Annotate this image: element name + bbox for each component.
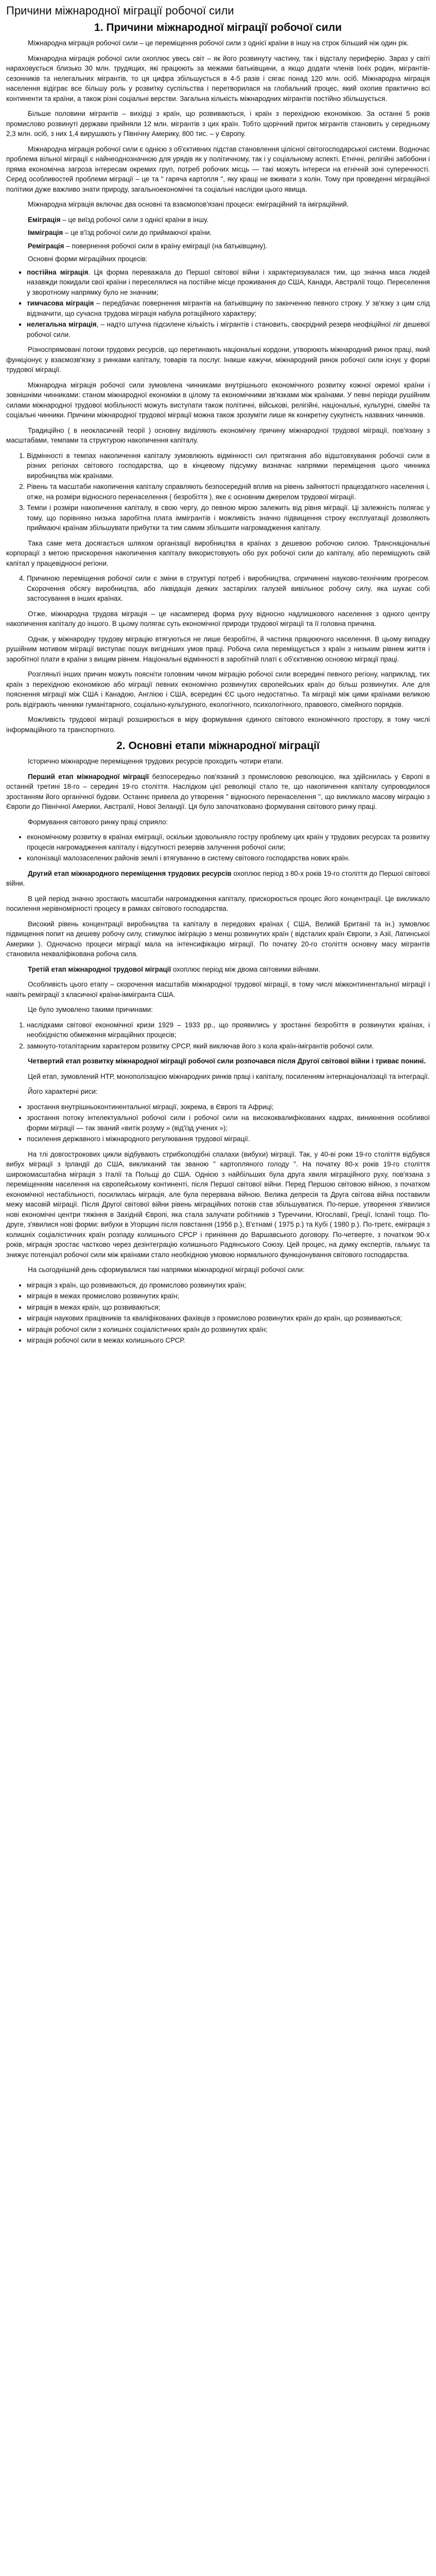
reasons-list <box>6 451 430 533</box>
paragraph: Міжнародна міграція робочої сили охоплює увесь світ – як його розвинуту частину, так і відсталу периферію. Зараз у світі нараховується близько 30 млн. трудящих, які працюють за межами батьківщини, а якщо додати членів їхніх родин, мігрантів-сезонників та нелегальних мігрантів, то ця цифра збільшується в 4-5 разів і сягає понад 120 млн. осіб. Міжнародна міграція населення відіграє все більшу роль у розвитку суспільства і перетворилася на глобальний процес, який охопив практично всі континенти та країни, а також різні соціальні верстви. Загальна кількість міжнародних мігрантів постійно збільшується. <box>6 54 430 103</box>
list-item: ▪ тимчасова міграція – передбачає повернення мігрантів на батьківщину по закінченню певного строку. У зв'язку з цим слід відзначити, що сучасна трудова міграція набула ротаційного характеру; <box>27 298 430 318</box>
list-item: • зростання внутрішньоконтинентальної міграції, зокрема, в Європі та Африці; <box>27 1102 430 1112</box>
paragraph: Четвертий етап розвитку міжнародної міграції робочої сили розпочався після Другої світової війни і триває понині. <box>28 1057 426 1065</box>
list-item: 1. наслідками світової економічної кризи 1929 – 1933 рр., що проявились у зростанні безробіття в розвинутих країнах, і необхідністю обмеження міграційних процесів; <box>27 1020 430 1040</box>
paragraph: Другий етап міжнародного переміщення трудових ресурсів охоплює період з 80-х років 19-го століття до Першої світової війни. <box>6 869 430 887</box>
definition-emigration: Еміграція – це виїзд робочої сили з однієї країни в іншу. <box>28 215 209 224</box>
list-item: 3. Темпи і розміри накопичення капіталу, в свою чергу, до певною мірою залежить від рівня міграції. Ці залежність полягає у тому, що порівняно низька заробітна плата іммігрантів і можливість значно підвищення строку експлуатації дозволяють приймаючі країнам збільшувати прибутки та тим самим збільшити нагромадження капіталу. <box>27 503 430 533</box>
paragraph: Отже, міжнародна трудова міграція – це насамперед форма руху відносно надлишкового населення з одного центру накопичення капіталу до іншого. В цьому полягає суть економічної природи трудової міграції та її головна причина. <box>6 609 430 628</box>
paragraph: Однак, у міжнародну трудову міграцію втягуються не лише безробітні, й частина працюючого населення. В цьому випадку рушійним мотивом міграції виступає пошук вигідніших умов праці. Робоча сила переміщується з країн з низьким рівнем життя і заробітної плати в країни з вищим рівнем. Національні відмінності в заробітній платі є об'єктивною основою міграції праці. <box>6 635 430 663</box>
features-list <box>6 1102 430 1144</box>
list-item: 1. Відмінності в темпах накопичення капіталу зумовлюють відмінності сил притягання або відштовхування робочої сили в різних регіонах світового господарства, що в кінцевому підсумку визначає напрямки переміщення цього чинника виробництва між країнами. <box>27 451 430 481</box>
paragraph: Традиційно ( в неокласичній теорії ) основну виділяють економічну причину міжнародної трудової міграції, пов'язану з масштабами, темпами та структурою накопичення капіталу. <box>6 426 430 444</box>
paragraph: Високий рівень концентрації виробництва та капіталу в передових країнах ( США, Великій Британії та ін.) зумовлює підвищення попит на дешеву робочу силу, стимулює іміграцію з менш розвинутих країн ( відсталих країн Європи, з Азії, Латинської Америки ). Одночасно процеси міграції мала на інтенсифікацію міграції. По початку 20-го століття основну масу мігрантів становила некваліфікована робоча сила. <box>6 920 430 958</box>
paragraph: Міжнародна міграція робочої сили зумовлена чинниками внутрішнього економічного розвитку кожної окремої країни і зовнішніми чинниками: станом міжнародної економіки в цілому та економічними зв'язками між країнами. У певні періоди рушійним силами міжнародної трудової мобільності можуть виступати також політичні, військові, релігійні, національні, культурні, сімейні та соціальні чинники. Причини міжнародної трудової міграції можна також зрозуміти лише як конкретну сукупність названих чинників. <box>6 381 430 419</box>
paragraph: Різноспрямовані потоки трудових ресурсів, що перетинають національні кордони, утворюють міжнародний ринок праці, який функціонує у взаємозв'язку з ринками капіталу, товарів та послуг. Інакше кажучи, міжнародний ринок робочої сили існує у формі трудової міграції. <box>6 346 430 374</box>
paragraph: Більше половини мігрантів – вихідці з країн, що розвиваються, і країн з перехідною економікою. За останні 5 років промислово розвинуті держави прийняли 12 млн. мігрантів з цих країн. Тобто щорічний приток мігрантів становить у середньому 2,3 млн. осіб, з них 1,4 вирушають у Північну Америку, 800 тис. – у Європу. <box>6 110 430 138</box>
list-item: • міграція робочої сили в межах колишнього СРСР. <box>27 1335 430 1346</box>
directions-list <box>6 1280 430 1346</box>
list-item: • міграція в межах промислово розвинутих країн; <box>27 1291 430 1301</box>
list-item: • міграція в межах країн, що розвиваються; <box>27 1302 430 1313</box>
list-item: ▪ нелегальна міграція, – надто штучна підсилене кількість і мігрантів і становить, своєрідний резерв неофіційної ліг дешевої робочої сили. <box>27 319 430 340</box>
paragraph: Це було зумовлено такими причинами: <box>28 1006 153 1013</box>
list-item: • зростання потоку інтелектуальної робочої сили і робочої сили на висококвалифікованих кадрах, виникнення особливої форми міграції — так званий «витік розуму » (від'їзд учених »); <box>27 1113 430 1133</box>
list-item: ▪ постійна міграція. Ця форма переважала до Першої світової війни і характеризувалася тим, що значна маса людей назавжди покидали свої країни і переселялися на постійне місце проживання до США, Канади, Австралії тощо. Переселення у зворотному напрямку було не значним; <box>27 267 430 298</box>
paragraph: Особливість цього етапу – скорочення масштабів міжнародної трудової міграції, в тому числі міжконтинентальної міграції і навіть реміграції з класичної країни-іммігранта США. <box>6 980 430 998</box>
list-item: 4. Причиною переміщення робочої сили є зміни в структурі потреб і виробництва, спричинені науково-технічним прогресом. Скорочення обсягу виробництва, або ліквідація деяких застарілих галузей вивільнює робочу силу, яка шукає собі застосування в інших країнах. <box>27 573 430 604</box>
list-item: • міграція наукових працівників та кваліфікованих фахівців з промислово розвинутих країн до країн, що розвиваються; <box>27 1313 430 1324</box>
list-item: 2. замкнуто-тоталітарним характером розвитку СРСР, який виключав його з кола країн-імігрантів робочої сили. <box>27 1041 430 1052</box>
list-item: 2. Рівень та масштаби накопичення капіталу справляють безпосередній вплив на рівень зайнятості працездатного населення і, отже, на розміри відносного перенаселення ( безробіття ), яке є основним джерелом трудової міграції. <box>27 482 430 502</box>
paragraph: Міжнародна міграція робочої сили – це переміщення робочої сили з однієї країни в іншу на строк більший ніж один рік. <box>28 39 409 47</box>
list-item: • міграція робочої сили з колишніх соціалістичних країн до розвинутих країн; <box>27 1325 430 1335</box>
paragraph: Така саме мета досягається шляхом організації виробництва в країнах з дешевою робочою силою. Транснаціональні корпорації з метою прискорення накопичення капіталу використовують обо рух робочої сили до капіталу, або переміщують свій капітал у працевідносні регіони. <box>6 539 430 567</box>
paragraph: На тлі довгострокових цикли відбувають стрибкоподібні спалахи (вибухи) міграції. Так, у 40-ві роки 19-го століття відбувся вибух міграції з Ірландії до США, викликаний так званою " картопляного голоду ". На початку 80-х років 19-го століття широкомасштабна міграція з Італії та Польщі до США. Однією з найбільших була друга хвиля міграційного руху, пов'язана з переміщенням населення на європейському континенті, після Першої світової війни. Перед Першою світовою війною, з початком економічної нестабільності, посилилась міграція, але була перервана війною. Велика депресія та Друга світова війна поставили межу масовій міграції. Після Другої світової війни рівень міграційних потоків став збільшуватися. По-перше, утворення з'явилися нові економічні центри тяжіння в Західній Європі, яка стала залучати робітників з Туреччини, Югославії, Греції, Іспанії тощо. По-друге, з'явилися нові форми: вибухи в Угорщині після повстання (1956 р.), В'єтнамі ( 1975 р.) та Кубі ( 1980 р.). По-третє, еміграція з колишніх соціалістичних країн розпаду колишнього СРСР і приніяння до Варшавського договору. По-четверте, з початком 90-х років, міграція зростає частково через дезінтеграцію колишнього Радянського Союзу. Цей процес, на думку експертів, гальмує та знижує потенціал робочої сили між країнами стало необхідною умовою нормального функціонування світового господарства. <box>6 1150 430 1259</box>
reasons-list-continued <box>6 573 430 604</box>
list-item: • посилення державного і міжнародного регулювання трудової міграції. <box>27 1134 430 1144</box>
factors-list <box>6 832 430 863</box>
paragraph: Міжнародна міграція включає два основні та взаємопов'язані процеси: еміграційний та іміграційний. <box>28 200 349 208</box>
paragraph: Можливість трудової міграції розширюється в міру формування єдиного світового економічного простору, в тому числі інформаційного та транспортного. <box>6 716 430 734</box>
paragraph: Міжнародна міграція робочої сили є однією з об'єктивних підстав становлення цілісної світогосподарської системи. Водночас проблема вільної міграції є найнеоднозначною для урядів як у політичному, так і у соціальному аспекті. Етнічні, релігійні забобони і пряма економічна загроза інтересам окремих груп, потреб робочих місць — такі можуть інтереси на етнічній зоні суперечності. Серед особливостей проблеми міграції – це та " гаряча картопля ", яку кращі не вживати з колін. Тому при проведенні міграційної політики дуже важливо знати природу, загальноекономічні та соціальні наслідки цього явища. <box>6 145 430 193</box>
paragraph: Його характерні риси: <box>28 1088 98 1095</box>
paragraph: Формування світового ринку праці сприяло: <box>28 818 168 826</box>
flows-intro: Основні форми міграційних процесів: <box>28 255 148 263</box>
causes-list <box>6 1020 430 1052</box>
list-item: • економічному розвитку в країнах еміграції, оскільки здовольняло гостру проблему цих країн у трудових ресурсах та розвитку процесів нагромадження капіталу і відсутності резервів залучення робочої сили; <box>27 832 430 852</box>
section1-heading: 1. Причини міжнародної міграції робочої сили <box>94 22 342 33</box>
document-title: Причини міжнародної міграції робочої сили <box>6 4 234 17</box>
section2-heading: 2. Основні етапи міжнародної міграції <box>116 740 320 752</box>
paragraph: Третій етап міжнародної трудової міграції охоплює період між двома світовими війнами. <box>28 965 321 973</box>
paragraph: Цей етап, зумовлений НТР, монополізацією міжнародних ринків праці і капіталу, посиленням інтернаціоналізації та інтеграції. <box>28 1072 430 1080</box>
list-item: • міграція з країн, що розвиваються, до промислово розвинутих країн; <box>27 1280 430 1291</box>
paragraph: Розгляньті інших причин можуть поясніти головним чином міграцію робочої сили всередині певного регіону, наприклад, тих країн з перехідною економікою або міграції певних економічно розвинутих європейських країн до більш розвинутих. Але для пояснення міграції між США і Канадою, Англією і США, всередині ЄС цього недостатньо. Та міграції між цими країнами великою роль відіграють чинники гуманітарного, соціально-культурного, екологічного, психологічного, правового, сімейного порядків. <box>6 670 430 708</box>
list-item: • колонізації малозаселених районів землі і втягуванню в систему світового господарства нових країн. <box>27 853 430 863</box>
paragraph: Перший етап міжнародної міграції безпосередньо пов'язаний з промисловою революцією, яка здійснилась у Європі в останній третині 18-го – середині 19-го століття. Наслідком цієї революції стало те, що накопичення капіталу супроводилося зростанням його органічної будови. Останнє привела до утворення " відносного перенаселення ", що викликало масову міграцію з Європи до Північної Америки, Австралії, Нової Зеландії. Ця було започатковано формування світового ринку праці. <box>6 772 430 810</box>
paragraph: На сьогоднішній день сформувалися такі напрямки міжнародної міграції робочої сили: <box>28 1266 305 1274</box>
paragraph: В цей період значно зростають масштаби нагромадження капіталу, прискорюється процес його концентрації. Це викликало посилення нерівномірності процесу в рамках світового господарства. <box>6 894 430 912</box>
definition-immigration: Імміграція – це в'їзд робочої сили до приймаючої країни. <box>28 229 212 236</box>
paragraph: Історично міжнародне переміщення трудових ресурсів проходить чотири етапи. <box>28 757 284 765</box>
definition-remigration: Реміграція – повернення робочої сили в країну еміграції (на батьківщину). <box>28 242 268 250</box>
flows-list <box>6 267 430 340</box>
